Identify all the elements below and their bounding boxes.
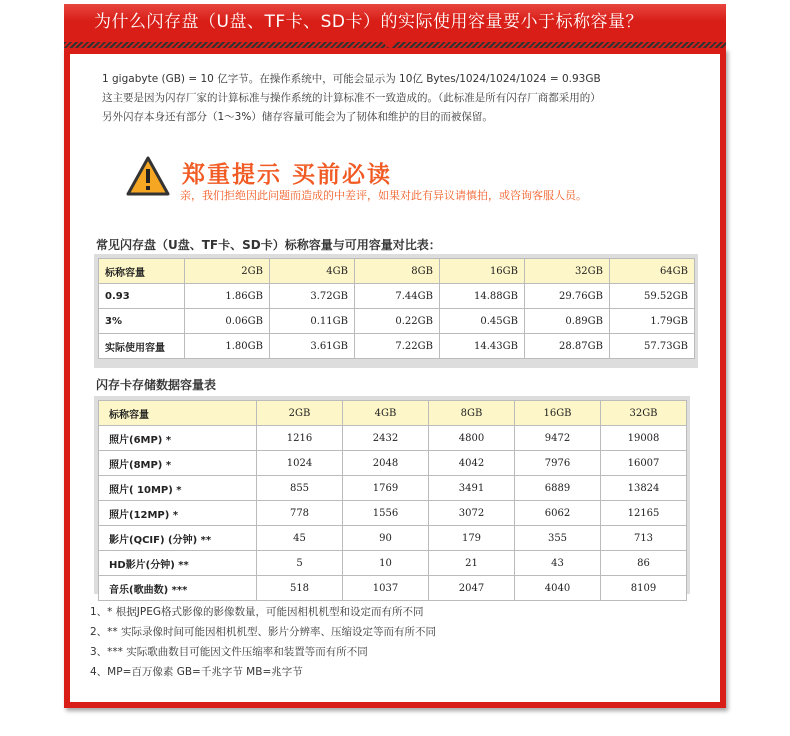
capacity-comparison-table — [98, 258, 695, 359]
table-row — [99, 551, 687, 576]
table-row — [99, 451, 687, 476]
row-label: 照片(8MP) * — [99, 451, 257, 476]
title-banner — [64, 4, 726, 42]
table-cell: 59.52GB — [610, 284, 695, 309]
header-cell: 16GB — [440, 259, 525, 284]
table-cell: 4042 — [429, 451, 515, 476]
footnote: 2、** 实际录像时间可能因相机机型、影片分辨率、压缩设定等而有所不同 — [90, 626, 437, 638]
table-cell: 57.73GB — [610, 334, 695, 359]
table-cell: 1769 — [343, 476, 429, 501]
table-cell: 86 — [601, 551, 687, 576]
table-cell: 21 — [429, 551, 515, 576]
page-title: 为什么闪存盘（U盘、TF卡、SD卡）的实际使用容量要小于标称容量？ — [94, 12, 643, 32]
table1-title: 常见闪存盘（U盘、TF卡、SD卡）标称容量与可用容量对比表： — [96, 238, 441, 252]
table-cell: 0.89GB — [525, 309, 610, 334]
table-cell: 1216 — [257, 426, 343, 451]
table-cell: 1.79GB — [610, 309, 695, 334]
table-cell: 14.88GB — [440, 284, 525, 309]
header-cell: 32GB — [525, 259, 610, 284]
table-cell: 1.80GB — [185, 334, 270, 359]
table-cell: 7.22GB — [355, 334, 440, 359]
table-row — [99, 501, 687, 526]
table-cell: 355 — [515, 526, 601, 551]
table-row — [99, 426, 687, 451]
table-cell: 6062 — [515, 501, 601, 526]
row-label: 照片(12MP) * — [99, 501, 257, 526]
table-cell: 43 — [515, 551, 601, 576]
header-cell: 4GB — [270, 259, 355, 284]
table-cell: 1556 — [343, 501, 429, 526]
header-cell: 4GB — [343, 401, 429, 426]
table-cell: 3491 — [429, 476, 515, 501]
table-row — [99, 576, 687, 601]
table-header-row — [99, 401, 687, 426]
intro-line: 另外闪存本身还有部分（1～3%）储存容量可能会为了韧体和维护的目的而被保留。 — [102, 111, 493, 123]
header-cell: 2GB — [185, 259, 270, 284]
table-cell: 10 — [343, 551, 429, 576]
table-cell: 1.86GB — [185, 284, 270, 309]
table-cell: 4040 — [515, 576, 601, 601]
table-cell: 28.87GB — [525, 334, 610, 359]
header-cell: 8GB — [355, 259, 440, 284]
table-cell: 19008 — [601, 426, 687, 451]
table-row — [99, 284, 695, 309]
table-cell: 179 — [429, 526, 515, 551]
table-cell: 12165 — [601, 501, 687, 526]
row-label: 实际使用容量 — [99, 334, 185, 359]
header-cell: 标称容量 — [99, 401, 257, 426]
header-cell: 8GB — [429, 401, 515, 426]
table-cell: 14.43GB — [440, 334, 525, 359]
header-cell: 64GB — [610, 259, 695, 284]
warning-title: 郑重提示 买前必读 — [182, 162, 393, 188]
table-cell: 5 — [257, 551, 343, 576]
table-cell: 1037 — [343, 576, 429, 601]
table-cell: 9472 — [515, 426, 601, 451]
storage-capacity-table — [98, 400, 687, 601]
table-row — [99, 476, 687, 501]
intro-line: 1 gigabyte (GB) = 10 亿字节。在操作系统中，可能会显示为 10亿 Bytes/1024/1024/1024 = 0.93GB — [102, 73, 601, 85]
table-cell: 4800 — [429, 426, 515, 451]
table-cell: 0.45GB — [440, 309, 525, 334]
table-cell: 0.22GB — [355, 309, 440, 334]
table-row — [99, 309, 695, 334]
table-row — [99, 526, 687, 551]
row-label: 音乐(歌曲数) *** — [99, 576, 257, 601]
table-cell: 7976 — [515, 451, 601, 476]
table-cell: 0.11GB — [270, 309, 355, 334]
table-cell: 16007 — [601, 451, 687, 476]
table-cell: 8109 — [601, 576, 687, 601]
header-cell: 16GB — [515, 401, 601, 426]
table-cell: 7.44GB — [355, 284, 440, 309]
content-panel-inner — [70, 54, 720, 702]
header-cell: 标称容量 — [99, 259, 185, 284]
table-cell: 6889 — [515, 476, 601, 501]
table-cell: 855 — [257, 476, 343, 501]
table2-title: 闪存卡存储数据容量表 — [96, 378, 217, 392]
footnotes — [90, 602, 436, 682]
row-label: 3% — [99, 309, 185, 334]
table-cell: 13824 — [601, 476, 687, 501]
content-panel — [64, 48, 726, 708]
header-cell: 32GB — [601, 401, 687, 426]
warning-triangle-icon — [126, 156, 170, 200]
table-cell: 45 — [257, 526, 343, 551]
table-cell: 3072 — [429, 501, 515, 526]
row-label: 影片(QCIF) (分钟) ** — [99, 526, 257, 551]
table-header-row — [99, 259, 695, 284]
table-cell: 2432 — [343, 426, 429, 451]
row-label: HD影片(分钟) ** — [99, 551, 257, 576]
warning-subtitle: 亲，我们拒绝因此问题而造成的中差评，如果对此有异议请慎拍，或咨询客服人员。 — [180, 189, 587, 202]
table-cell: 2047 — [429, 576, 515, 601]
table-cell: 778 — [257, 501, 343, 526]
table-row — [99, 334, 695, 359]
footnote: 4、MP=百万像素 GB=千兆字节 MB=兆字节 — [90, 666, 303, 678]
header-cell: 2GB — [257, 401, 343, 426]
footnote: 3、*** 实际歌曲数目可能因文件压缩率和装置等而有所不同 — [90, 646, 368, 658]
table-cell: 3.61GB — [270, 334, 355, 359]
intro-text — [102, 70, 682, 127]
table-cell: 90 — [343, 526, 429, 551]
row-label: 照片(6MP) * — [99, 426, 257, 451]
table-cell: 3.72GB — [270, 284, 355, 309]
table-cell: 0.06GB — [185, 309, 270, 334]
table-cell: 1024 — [257, 451, 343, 476]
table-cell: 29.76GB — [525, 284, 610, 309]
table-cell: 2048 — [343, 451, 429, 476]
intro-line: 这主要是因为闪存厂家的计算标准与操作系统的计算标准不一致造成的。（此标准是所有闪存厂商都采用的） — [102, 92, 601, 104]
row-label: 0.93 — [99, 284, 185, 309]
banner-notch — [381, 41, 397, 48]
row-label: 照片( 10MP) * — [99, 476, 257, 501]
table-cell: 518 — [257, 576, 343, 601]
footnote: 1、* 根据JPEG格式影像的影像数量，可能因相机机型和设定而有所不同 — [90, 606, 424, 618]
table-cell: 713 — [601, 526, 687, 551]
